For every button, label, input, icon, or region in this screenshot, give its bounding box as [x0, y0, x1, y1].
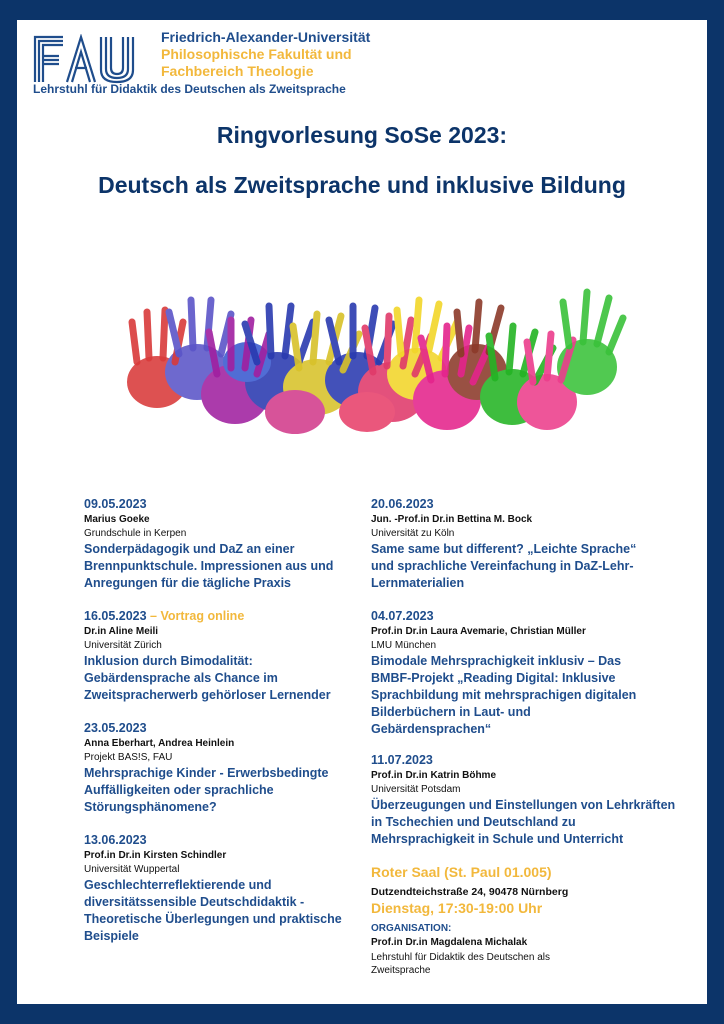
event-speaker: Dr.in Aline Meili: [84, 626, 159, 637]
event-09-05: [84, 496, 356, 592]
event-date: 13.06.2023: [84, 833, 147, 847]
organisation-name: Prof.in Dr.in Magdalena Michalak: [371, 937, 528, 948]
event-20-06: [371, 496, 655, 592]
event-date: 04.07.2023: [371, 609, 434, 623]
event-title: Bimodale Mehrsprachigkeit inklusiv – Das BMBF-Projekt „Reading Digital: Inklusive Sprachbildung mit mehrsprachigen digitalen Bilderbüchern in Laut- und Gebärdensprachen“: [371, 654, 637, 736]
event-affiliation: Universität zu Köln: [371, 528, 455, 539]
faculty-line-2: Fachbereich Theologie: [161, 63, 314, 79]
venue-room: Roter Saal (St. Paul 01.005): [371, 864, 552, 880]
page-title: Ringvorlesung SoSe 2023:: [216, 122, 508, 148]
event-date: 11.07.2023: [371, 753, 433, 767]
poster: [17, 20, 707, 1004]
venue-address: Dutzendteichstraße 24, 90478 Nürnberg: [371, 886, 569, 898]
colorful-handprints-image: [117, 262, 627, 452]
event-title: Same same but different? „Leichte Sprache“ und sprachliche Vereinfachung in DaZ-Lehr-Lernmaterialien: [371, 542, 637, 590]
online-label: – Vortrag online: [150, 609, 245, 623]
event-date: 20.06.2023: [371, 497, 434, 511]
event-affiliation: Universität Zürich: [84, 640, 162, 651]
event-date: 23.05.2023: [84, 721, 147, 735]
organisation-affiliation: Lehrstuhl für Didaktik des Deutschen als Zweitsprache: [371, 952, 550, 976]
university-name: Friedrich-Alexander-Universität: [161, 29, 371, 45]
faculty-line-1: Philosophische Fakultät und: [161, 46, 352, 62]
venue-time: Dienstag, 17:30-19:00 Uhr: [371, 900, 543, 916]
event-04-07: [371, 608, 639, 738]
event-affiliation: LMU München: [371, 640, 437, 651]
event-16-05: [84, 608, 360, 704]
event-speaker: Jun. -Prof.in Dr.in Bettina M. Bock: [371, 514, 533, 525]
fau-logo: [33, 34, 139, 84]
event-affiliation: Grundschule in Kerpen: [84, 528, 187, 539]
chair-name: Lehrstuhl für Didaktik des Deutschen als Zweitsprache: [33, 82, 346, 96]
organisation-heading: ORGANISATION:: [371, 923, 452, 934]
event-speaker: Anna Eberhart, Andrea Heinlein: [84, 738, 235, 749]
event-affiliation: Universität Potsdam: [371, 784, 461, 795]
event-speaker: Marius Goeke: [84, 514, 150, 525]
event-speaker: Prof.in Dr.in Laura Avemarie, Christian Müller: [371, 626, 586, 637]
event-title: Sonderpädagogik und DaZ an einer Brennpunktschule. Impressionen aus und Anregungen für die tägliche Praxis: [84, 542, 334, 590]
event-speaker: Prof.in Dr.in Katrin Böhme: [371, 770, 497, 781]
event-title: Inklusion durch Bimodalität: Gebärdensprache als Chance im Zweitspracherwerb gehörloser Lernender: [84, 654, 331, 702]
event-affiliation: Universität Wuppertal: [84, 864, 180, 875]
event-11-07: [371, 752, 679, 848]
event-title: Mehrsprachige Kinder - Erwerbsbedingte Auffälligkeiten oder sprachliche Störungsphänomene?: [84, 766, 329, 814]
event-date-value: 16.05.2023: [84, 609, 147, 623]
page-subtitle: Deutsch als Zweitsprache und inklusive Bildung: [98, 172, 626, 198]
event-title: Geschlechterreflektierende und diversitätssensible Deutschdidaktik - Theoretische Überlegungen und praktische Beispiele: [84, 878, 342, 943]
event-date: 09.05.2023: [84, 497, 147, 511]
event-speaker: Prof.in Dr.in Kirsten Schindler: [84, 850, 227, 861]
event-23-05: [84, 720, 360, 816]
event-date: [84, 608, 360, 625]
event-title: Überzeugungen und Einstellungen von Lehrkräften in Tschechien und Deutschland zu Mehrsprachigkeit in Schule und Unterricht: [371, 798, 676, 846]
event-13-06: [84, 832, 346, 945]
event-affiliation: Projekt BAS!S, FAU: [84, 752, 173, 763]
